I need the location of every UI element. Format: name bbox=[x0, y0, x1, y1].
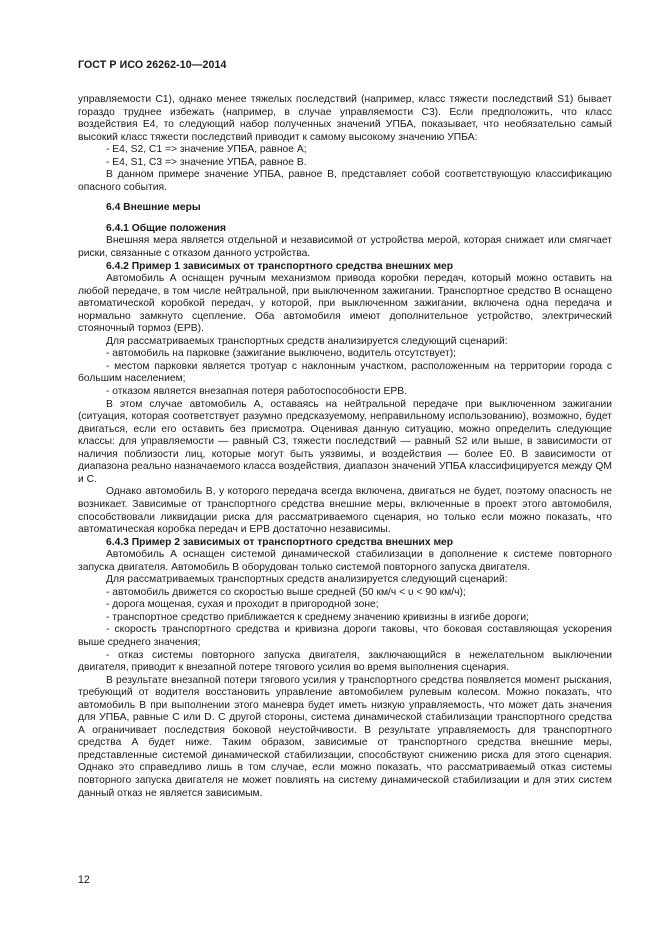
subsection-heading: 6.4.1 Общие положения bbox=[106, 222, 226, 234]
paragraph: В данном примере значение УПБА, равное В, представляет собой соответствующую классификацию опасного события. bbox=[78, 169, 612, 193]
document-header: ГОСТ Р ИСО 26262-10—2014 bbox=[78, 59, 227, 71]
list-item: - транспортное средство приближается к среднему значению кривизны в изгибе дороги; bbox=[106, 611, 529, 623]
list-item: - автомобиль на парковке (зажигание выключено, водитель отсутствует); bbox=[106, 348, 456, 360]
subsection-heading: 6.4.3 Пример 2 зависимых от транспортного средства внешних мер bbox=[106, 536, 454, 548]
list-item: - E4, S2, C1 => значение УПБА, равное А; bbox=[106, 144, 307, 156]
paragraph: Однако автомобиль В, у которого передача всегда включена, двигаться не будет, поэтому опасность не возникает. Зависимые от транспортного средства внешние меры, включенные в проект этого автомобиля, способствовали ликвидации риска для рассматриваемого сценария, но только если можно показать, что автоматическая коробка передач и EPB достаточно независимы. bbox=[78, 486, 612, 536]
list-item: - дорога мощеная, сухая и проходит в пригородной зоне; bbox=[106, 599, 379, 611]
list-item: - скорость транспортного средства и кривизна дороги таковы, что боковая составляющая ускорения выше среднего значения; bbox=[78, 624, 612, 648]
list-item: - отказом является внезапная потеря работоспособности EPB. bbox=[106, 386, 407, 398]
list-item: - местом парковки является тротуар с наклонным участком, расположенным на территории города с большим населением; bbox=[78, 360, 612, 385]
subsection-heading: 6.4.2 Пример 1 зависимых от транспортного средства внешних мер bbox=[106, 260, 454, 272]
paragraph: Внешняя мера является отдельной и независимой от устройства мерой, которая снижает или смягчает риски, связанные с отказом данного устройства. bbox=[78, 235, 612, 260]
page-number: 12 bbox=[78, 874, 90, 886]
section-heading: 6.4 Внешние меры bbox=[106, 202, 201, 214]
paragraph: В этом случае автомобиль А, оставаясь на нейтральной передаче при выключенном зажигании (ситуация, которая соответствует разумно предсказуемому, неправильному использованию), возможно, будет двигаться, если его оставить без присмотра. Оценивая данную ситуацию, можно определить следующие классы: для управляемости — равный C3, тяжести последствий — равный S2 или выше, в зависимости от наличия поблизости лиц, которые могут быть уязвимы, и воздействия — более E0. В зависимости от диапазона реально назначаемого класса воздействия, диапазон значений УПБА классифицируется между QM и C. bbox=[78, 398, 612, 485]
paragraph: Для рассматриваемых транспортных средств анализируется следующий сценарий: bbox=[106, 335, 508, 347]
list-item: - автомобиль движется со скоростью выше средней (50 км/ч < υ < 90 км/ч); bbox=[106, 586, 466, 598]
paragraph: Автомобиль А оснащен системой динамической стабилизации в дополнение к системе повторного запуска двигателя. Автомобиль В оборудован только системой повторного запуска двигателя. bbox=[78, 549, 612, 573]
list-item: - отказ системы повторного запуска двигателя, заключающийся в нежелательном выключении двигателя, приводит к внезапной потере тягового усилия во время выполнения сценария. bbox=[78, 649, 612, 674]
list-item: - E4, S1, C3 => значение УПБА, равное В. bbox=[106, 156, 307, 168]
paragraph: управляемости C1), однако менее тяжелых последствий (например, класс тяжести последствий S1) бывает гораздо труднее избежать (например, в случае управляемости C3). Если предположить, что класс воздействия E4, то следующий набор полученных значений УПБА, показывает, что необязательно самый высокий класс тяжести последствий приводит к самому высокому значению УПБА: bbox=[78, 94, 612, 143]
document-body bbox=[78, 94, 612, 800]
paragraph: Автомобиль А оснащен ручным механизмом привода коробки передач, который можно оставить на любой передаче, в том числе нейтральной, при выключенном зажигании. Транспортное средство В оснащено автоматической коробкой передач, у которой, при выключенном зажигании, включена одна передача и нормально замкнуто сцепление. Оба автомобиля имеют дополнительное устройство, электрический стояночный тормоз (EPB). bbox=[78, 273, 612, 335]
paragraph: Для рассматриваемых транспортных средств анализируется следующий сценарий: bbox=[106, 574, 508, 586]
paragraph: В результате внезапной потери тягового усилия у транспортного средства появляется момент рыскания, требующий от водителя восстановить управление автомобилем рулевым колесом. Можно показать, что автомобиль В при выполнении этого маневра будет иметь низкую управляемость, что может дать значения для УПБА, равные C или D. С другой стороны, система динамической стабилизации транспортного средства А ограничивает последствия боковой неустойчивости. В результате управляемость для транспортного средства А будет ниже. Таким образом, зависимые от транспортного средства внешние меры, представленные системой динамической стабилизации, способствуют снижению риска для этого сценария. Однако это справедливо лишь в том случае, если можно показать, что рассматриваемый отказ системы повторного запуска двигателя не может повлиять на систему динамической стабилизации и для этих систем данный отказ не является зависимым. bbox=[78, 674, 612, 799]
